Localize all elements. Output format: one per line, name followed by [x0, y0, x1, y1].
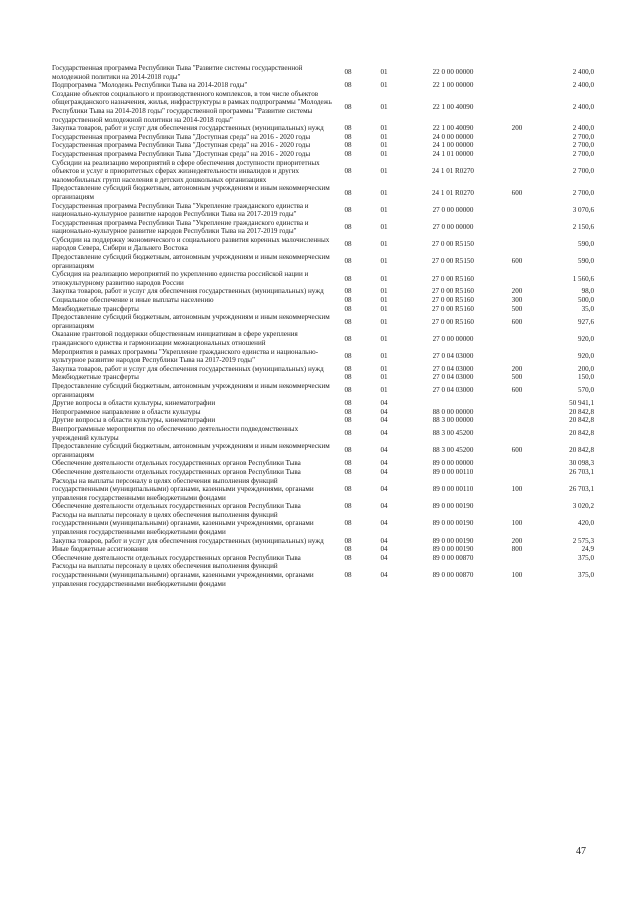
- row-target-article: 89 0 00 00000: [432, 459, 474, 468]
- row-amount: 375,0: [578, 571, 594, 580]
- row-name: Предоставление субсидий бюджетным, автономным учреждениям и иным некоммерческим организациям: [52, 442, 330, 459]
- row-amount: 590,0: [578, 240, 594, 249]
- row-subsection: 04: [380, 446, 388, 455]
- table-row: [52, 408, 594, 417]
- row-name: Закупка товаров, работ и услуг для обеспечения государственных (муниципальных) нужд: [52, 536, 324, 545]
- row-name: Закупка товаров, работ и услуг для обеспечения государственных (муниципальных) нужд: [52, 287, 324, 296]
- row-subsection: 01: [380, 188, 388, 197]
- row-amount: 500,0: [578, 296, 594, 305]
- row-target-article: 27 0 00 00000: [432, 334, 474, 343]
- row-subsection: 01: [380, 102, 388, 111]
- row-name: Межбюджетные трансферты: [52, 304, 139, 313]
- row-expense-type: [500, 459, 534, 468]
- row-target-article: 27 0 00 R5160: [432, 317, 474, 326]
- row-expense-type: [500, 408, 534, 417]
- row-target-article: 22 1 00 00000: [432, 81, 474, 90]
- row-subsection: 01: [380, 141, 388, 150]
- row-name: Государственная программа Республики Тыва "Доступная среда" на 2016 - 2020 годы: [52, 149, 311, 158]
- row-target-article: 24 1 01 R0270: [432, 167, 474, 176]
- row-amount: 2 150,6: [572, 222, 594, 231]
- row-amount: 20 842,8: [569, 407, 594, 416]
- row-subsection: 04: [380, 536, 388, 545]
- row-name: Субсидии на поддержку экономического и социального развития коренных малочисленных народов Севера, Сибири и Дальнего Востока: [52, 235, 330, 253]
- row-subsection: 01: [380, 167, 388, 176]
- row-name: Государственная программа Республики Тыва "Доступная среда" на 2016 - 2020 годы: [52, 132, 311, 141]
- table-row: [52, 442, 594, 459]
- row-section: 08: [344, 132, 352, 141]
- row-expense-type: [500, 64, 534, 81]
- row-subsection: 04: [380, 519, 388, 528]
- row-amount: 200,0: [578, 364, 594, 373]
- row-expense-type: 200: [511, 364, 523, 373]
- row-subsection: 04: [380, 502, 388, 511]
- row-subsection: 01: [380, 373, 388, 382]
- row-amount: 20 842,8: [569, 446, 594, 455]
- row-section: 08: [344, 545, 352, 554]
- table-row: [52, 537, 594, 546]
- table-row: [52, 305, 594, 314]
- table-row: [52, 184, 594, 201]
- row-section: 08: [344, 467, 352, 476]
- row-name: Расходы на выплаты персоналу в целях обеспечения выполнения функций государственными (муниципальными) органами, казенными учреждениями, органами управления государственными внебюджетными фондами: [52, 562, 314, 588]
- row-target-article: 24 0 00 00000: [432, 132, 474, 141]
- row-section: 08: [344, 149, 352, 158]
- row-expense-type: [500, 554, 534, 563]
- row-target-article: 89 0 00 00190: [432, 536, 474, 545]
- row-name: Предоставление субсидий бюджетным, автономным учреждениям и иным некоммерческим организациям: [52, 184, 330, 201]
- row-name: Расходы на выплаты персоналу в целях обеспечения выполнения функций государственными (муниципальными) органами, казенными учреждениями, органами управления государственными внебюджетными фондами: [52, 476, 314, 502]
- row-name: Другие вопросы в области культуры, кинематографии: [52, 399, 216, 408]
- table-row: [52, 236, 594, 253]
- row-target-article: 24 1 01 00000: [432, 149, 474, 158]
- row-target-article: 27 0 00 00000: [432, 222, 474, 231]
- table-row: [52, 253, 594, 270]
- row-name: Социальное обеспечение и иные выплаты населению: [52, 296, 214, 305]
- row-section: 08: [344, 399, 352, 408]
- row-section: 08: [344, 416, 352, 425]
- table-row: [52, 150, 594, 159]
- row-expense-type: 100: [511, 519, 523, 528]
- budget-table: [52, 64, 594, 588]
- row-name: Обеспечение деятельности отдельных государственных органов Республики Тыва: [52, 502, 301, 511]
- row-target-article: 89 0 00 00190: [432, 519, 474, 528]
- row-expense-type: [500, 468, 534, 477]
- row-target-article: 27 0 00 R5160: [432, 304, 474, 313]
- table-row: [52, 90, 594, 124]
- row-name: Государственная программа Республики Тыва "Развитие системы государственной молодежной политики на 2014-2018 годы": [52, 64, 303, 81]
- row-section: 08: [344, 502, 352, 511]
- row-expense-type: [500, 133, 534, 142]
- row-section: 08: [344, 141, 352, 150]
- row-expense-type: [500, 202, 534, 219]
- row-section: 08: [344, 205, 352, 214]
- row-expense-type: 100: [511, 571, 523, 580]
- row-target-article: 27 0 00 R5160: [432, 296, 474, 305]
- row-name: Мероприятия в рамках программы "Укрепление гражданского единства и национально-культурное развитие народов Республики Тыва на 2017-2019 годы": [52, 347, 319, 365]
- row-expense-type: [500, 81, 534, 90]
- row-expense-type: 500: [511, 373, 523, 382]
- row-target-article: 89 0 00 00870: [432, 571, 474, 580]
- row-section: 08: [344, 222, 352, 231]
- row-target-article: 27 0 00 R5160: [432, 274, 474, 283]
- row-amount: 50 941,1: [569, 399, 594, 408]
- row-name: Государственная программа Республики Тыва "Доступная среда" на 2016 - 2020 годы: [52, 141, 311, 150]
- row-section: 08: [344, 519, 352, 528]
- row-subsection: 01: [380, 132, 388, 141]
- row-section: 08: [344, 167, 352, 176]
- row-amount: 1 560,6: [572, 274, 594, 283]
- row-amount: 20 842,8: [569, 429, 594, 438]
- row-section: 08: [344, 536, 352, 545]
- row-subsection: 01: [380, 81, 388, 90]
- row-section: 08: [344, 81, 352, 90]
- row-amount: 150,0: [578, 373, 594, 382]
- table-row: [52, 477, 594, 503]
- row-amount: 2 700,0: [572, 188, 594, 197]
- row-subsection: 04: [380, 429, 388, 438]
- row-name: Предоставление субсидий бюджетным, автономным учреждениям и иным некоммерческим организациям: [52, 253, 330, 270]
- table-row: [52, 425, 594, 442]
- table-row: [52, 545, 594, 554]
- row-target-article: 27 0 00 R5150: [432, 240, 474, 249]
- row-expense-type: 600: [511, 257, 523, 266]
- row-target-article: 22 0 00 00000: [432, 68, 474, 77]
- table-row: [52, 468, 594, 477]
- row-name: Закупка товаров, работ и услуг для обеспечения государственных (муниципальных) нужд: [52, 364, 324, 373]
- row-amount: 2 400,0: [572, 68, 594, 77]
- row-section: 08: [344, 317, 352, 326]
- row-target-article: 27 0 04 03000: [432, 351, 474, 360]
- table-row: [52, 81, 594, 90]
- row-target-article: 88 3 00 00000: [432, 416, 474, 425]
- row-section: 08: [344, 304, 352, 313]
- row-name: Подпрограмма "Молодежь Республики Тыва на 2014-2018 годы": [52, 81, 248, 90]
- row-section: 08: [344, 485, 352, 494]
- row-section: 08: [344, 364, 352, 373]
- row-subsection: 04: [380, 545, 388, 554]
- row-expense-type: [500, 348, 534, 365]
- row-amount: 35,0: [581, 304, 594, 313]
- page-number: 47: [576, 846, 586, 857]
- row-name: Государственная программа Республики Тыва "Укрепление гражданского единства и национально-культурное развитие народов Республики Тыва на 2017-2019 годы": [52, 218, 309, 236]
- row-target-article: 89 0 00 00870: [432, 553, 474, 562]
- row-name: Иные бюджетные ассигнования: [52, 545, 149, 554]
- table-row: [52, 562, 594, 588]
- row-expense-type: [500, 502, 534, 511]
- row-target-article: [406, 399, 500, 408]
- row-subsection: 01: [380, 68, 388, 77]
- row-target-article: 24 1 01 R0270: [432, 188, 474, 197]
- row-expense-type: [500, 416, 534, 425]
- table-row: [52, 373, 594, 382]
- row-amount: 420,0: [578, 519, 594, 528]
- row-target-article: 27 0 00 R5160: [432, 287, 474, 296]
- row-section: 08: [344, 571, 352, 580]
- row-amount: 590,0: [578, 257, 594, 266]
- row-amount: 2 700,0: [572, 132, 594, 141]
- row-expense-type: [500, 159, 534, 185]
- row-expense-type: 600: [511, 188, 523, 197]
- row-subsection: 01: [380, 149, 388, 158]
- row-name: Предоставление субсидий бюджетным, автономным учреждениям и иным некоммерческим организациям: [52, 381, 330, 399]
- row-section: 08: [344, 334, 352, 343]
- row-expense-type: [500, 219, 534, 236]
- row-subsection: 01: [380, 257, 388, 266]
- row-amount: 20 842,8: [569, 416, 594, 425]
- table-row: [52, 202, 594, 219]
- row-expense-type: 800: [511, 545, 523, 554]
- row-name: Создание объектов социального и производственного комплексов, в том числе объектов общегражданского назначения, жилья, инфраструктуры в рамках подпрограммы "Молодежь Республики Тыва на 2014-2018 годы" государственной программы "Развитие системы государственной молодежной политики на 2014-2018 годы": [52, 89, 332, 124]
- row-amount: 3 070,6: [572, 205, 594, 214]
- row-target-article: 88 3 00 45200: [432, 446, 474, 455]
- row-subsection: 04: [380, 485, 388, 494]
- row-expense-type: 100: [511, 485, 523, 494]
- row-subsection: 01: [380, 287, 388, 296]
- table-row: [52, 459, 594, 468]
- row-subsection: 01: [380, 304, 388, 313]
- row-subsection: 01: [380, 386, 388, 395]
- row-name: Оказание грантовой поддержки общественным инициативам в сфере укрепления гражданского единства и гармонизации межнациональных отношений: [52, 330, 298, 347]
- row-section: 08: [344, 188, 352, 197]
- row-subsection: 01: [380, 351, 388, 360]
- row-section: 08: [344, 446, 352, 455]
- row-target-article: 89 0 00 00110: [432, 485, 474, 494]
- row-amount: 2 575,3: [572, 536, 594, 545]
- row-section: 08: [344, 351, 352, 360]
- row-expense-type: 500: [511, 304, 523, 313]
- row-amount: 2 400,0: [572, 81, 594, 90]
- row-amount: 24,9: [581, 545, 594, 554]
- row-name: Обеспечение деятельности отдельных государственных органов Республики Тыва: [52, 467, 301, 476]
- row-target-article: 89 0 00 00190: [432, 502, 474, 511]
- row-section: 08: [344, 553, 352, 562]
- row-subsection: 04: [380, 407, 388, 416]
- row-target-article: 89 0 00 00110: [432, 467, 474, 476]
- row-amount: 2 700,0: [572, 149, 594, 158]
- row-subsection: 01: [380, 222, 388, 231]
- row-expense-type: 200: [511, 536, 523, 545]
- row-expense-type: [500, 150, 534, 159]
- row-section: 08: [344, 429, 352, 438]
- row-subsection: 04: [380, 553, 388, 562]
- row-name: Расходы на выплаты персоналу в целях обеспечения выполнения функций государственными (муниципальными) органами, казенными учреждениями, органами управления государственными внебюджетными фондами: [52, 510, 314, 537]
- row-name: Субсидия на реализацию мероприятий по укреплению единства российской нации и этнокультурному развитию народов России: [52, 270, 309, 287]
- row-expense-type: 200: [511, 124, 523, 133]
- row-section: 08: [344, 68, 352, 77]
- table-row: [52, 133, 594, 142]
- row-subsection: 04: [380, 416, 388, 425]
- row-target-article: 27 0 00 R5150: [432, 257, 474, 266]
- row-amount: 2 700,0: [572, 167, 594, 176]
- row-subsection: 01: [380, 274, 388, 283]
- table-row: [52, 287, 594, 296]
- row-target-article: 27 0 04 03000: [432, 364, 474, 373]
- row-amount: 2 400,0: [572, 102, 594, 111]
- row-target-article: 27 0 00 00000: [432, 205, 474, 214]
- row-section: 08: [344, 296, 352, 305]
- row-section: 08: [344, 274, 352, 283]
- row-amount: 3 020,2: [572, 502, 594, 511]
- row-name: Обеспечение деятельности отдельных государственных органов Республики Тыва: [52, 459, 301, 468]
- row-target-article: 22 1 00 40090: [432, 124, 474, 133]
- row-amount: 375,0: [578, 553, 594, 562]
- row-expense-type: 200: [511, 287, 523, 296]
- row-target-article: 88 0 00 00000: [432, 407, 474, 416]
- row-name: Государственная программа Республики Тыва "Укрепление гражданского единства и национально-культурное развитие народов Республики Тыва на 2017-2019 годы": [52, 201, 309, 219]
- row-amount: 98,0: [581, 287, 594, 296]
- row-section: 08: [344, 287, 352, 296]
- row-amount: 920,0: [578, 334, 594, 343]
- row-expense-type: [500, 399, 534, 408]
- table-row: [52, 554, 594, 563]
- table-row: [52, 416, 594, 425]
- table-row: [52, 313, 594, 330]
- row-subsection: 01: [380, 317, 388, 326]
- row-name: Внепрограммные мероприятия по обеспечению деятельности подведомственных учреждений культуры: [52, 424, 299, 442]
- table-row: [52, 64, 594, 81]
- row-amount: 2 700,0: [572, 141, 594, 150]
- table-row: [52, 382, 594, 399]
- row-section: 08: [344, 240, 352, 249]
- row-subsection: 01: [380, 205, 388, 214]
- row-section: 08: [344, 407, 352, 416]
- row-section: 08: [344, 386, 352, 395]
- row-target-article: 89 0 00 00190: [432, 545, 474, 554]
- row-subsection: 01: [380, 334, 388, 343]
- row-subsection: 04: [380, 399, 388, 408]
- row-name: Другие вопросы в области культуры, кинематографии: [52, 416, 216, 425]
- table-row: [52, 330, 594, 347]
- row-expense-type: [500, 90, 534, 124]
- row-expense-type: [500, 141, 534, 150]
- row-subsection: 01: [380, 124, 388, 133]
- row-expense-type: 600: [511, 386, 523, 395]
- row-amount: 26 703,1: [569, 485, 594, 494]
- row-name: Субсидии на реализацию мероприятий в сфере обеспечения доступности приоритетных объектов и услуг в приоритетных сферах жизнедеятельности инвалидов и других маломобильных групп населения в детских дошкольных организациях: [52, 158, 320, 184]
- row-name: Непрограммное направление в области культуры: [52, 407, 201, 416]
- row-subsection: 04: [380, 459, 388, 468]
- row-expense-type: 600: [511, 317, 523, 326]
- row-name: Закупка товаров, работ и услуг для обеспечения государственных (муниципальных) нужд: [52, 124, 324, 133]
- row-section: 08: [344, 102, 352, 111]
- row-subsection: 04: [380, 571, 388, 580]
- table-row: [52, 159, 594, 185]
- row-subsection: 04: [380, 467, 388, 476]
- table-row: [52, 399, 594, 408]
- row-expense-type: [500, 270, 534, 287]
- row-amount: 30 098,3: [569, 459, 594, 468]
- row-amount: 26 703,1: [569, 467, 594, 476]
- row-section: 08: [344, 124, 352, 133]
- row-name: Предоставление субсидий бюджетным, автономным учреждениям и иным некоммерческим организациям: [52, 313, 330, 330]
- row-amount: 2 400,0: [572, 124, 594, 133]
- row-subsection: 01: [380, 364, 388, 373]
- table-row: [52, 365, 594, 374]
- row-section: 08: [344, 459, 352, 468]
- table-row: [52, 219, 594, 236]
- row-expense-type: 300: [511, 296, 523, 305]
- row-target-article: 27 0 04 03000: [432, 373, 474, 382]
- row-name: Обеспечение деятельности отдельных государственных органов Республики Тыва: [52, 553, 301, 562]
- budget-table-body: [52, 64, 594, 588]
- row-amount: 920,0: [578, 351, 594, 360]
- row-target-article: 27 0 04 03000: [432, 386, 474, 395]
- row-target-article: 88 3 00 45200: [432, 429, 474, 438]
- row-expense-type: [500, 236, 534, 253]
- row-target-article: 22 1 00 40090: [432, 102, 474, 111]
- table-row: [52, 141, 594, 150]
- table-row: [52, 502, 594, 511]
- table-row: [52, 296, 594, 305]
- row-subsection: 01: [380, 240, 388, 249]
- row-section: 08: [344, 373, 352, 382]
- row-amount: 570,0: [578, 386, 594, 395]
- row-name: Межбюджетные трансферты: [52, 373, 139, 382]
- table-row: [52, 511, 594, 537]
- row-amount: 927,6: [578, 317, 594, 326]
- row-expense-type: [500, 425, 534, 442]
- table-row: [52, 270, 594, 287]
- row-expense-type: 600: [511, 446, 523, 455]
- row-expense-type: [500, 330, 534, 347]
- row-section: 08: [344, 257, 352, 266]
- row-subsection: 01: [380, 296, 388, 305]
- table-row: [52, 124, 594, 133]
- table-row: [52, 348, 594, 365]
- row-target-article: 24 1 00 00000: [432, 141, 474, 150]
